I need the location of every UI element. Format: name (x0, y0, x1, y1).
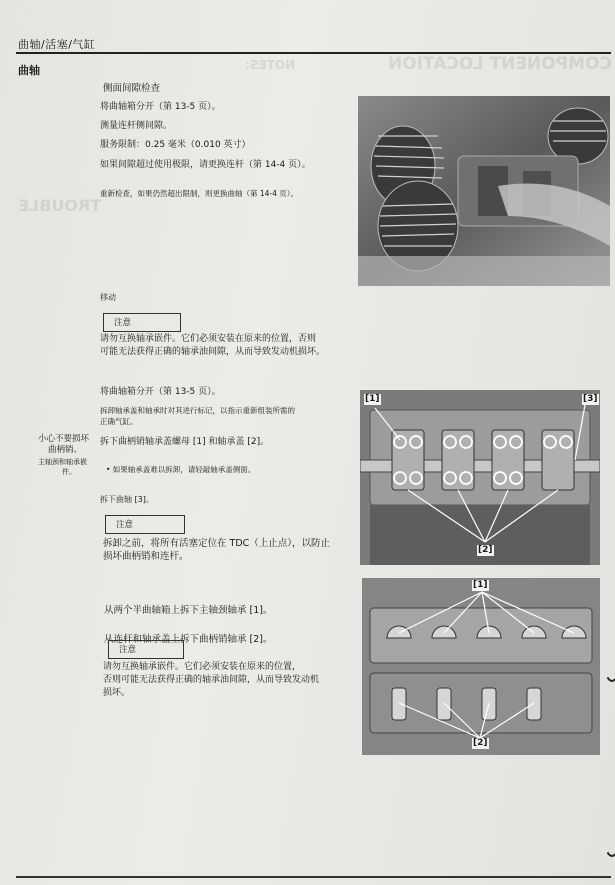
caution-text: 损坏。 (103, 688, 131, 698)
callout-label: [1] (473, 580, 488, 590)
caution-text: 请勿互换轴承嵌件。它们必须安装在原来的位置，否则 (100, 334, 317, 344)
footer-rule (16, 876, 611, 878)
showthrough-text: NOTES: (245, 58, 296, 72)
side-note: 件。 (62, 468, 76, 476)
step-text: 从两个半曲轴箱上拆下主轴颈轴承 [1]。 (104, 605, 273, 616)
step-text: 拆下曲柄销轴承盖螺母 [1] 和轴承盖 [2]。 (100, 437, 270, 447)
step-text: 重新检查，如果仍然超出限制，则更换曲轴（第 14-4 页）。 (100, 189, 299, 198)
caution-text: 请勿互换轴承嵌件。它们必须安装在原来的位置， (103, 662, 302, 672)
removal-heading: 移动 (100, 293, 116, 302)
callout-label: [1] (365, 394, 380, 404)
page-header: 曲轴/活塞/气缸 (18, 38, 96, 51)
caution-text: 否则可能无法获得正确的轴承油间隙，从而导致发动机 (103, 675, 320, 685)
crankshaft-photo (358, 96, 610, 286)
side-note: 小心不要损坏 (38, 434, 90, 444)
service-limit: 服务限制：0.25 毫米（0.010 英寸） (100, 140, 251, 150)
showthrough-text: TROUBLE (18, 196, 102, 215)
tip-text: • 如果轴承盖难以拆卸，请轻敲轴承盖侧面。 (106, 465, 256, 474)
crankcase-photo (360, 390, 600, 565)
step-text: 正确气缸。 (100, 417, 138, 426)
photo-bearing-caps (360, 390, 600, 565)
step-text: 从连杆和轴承盖上拆下曲柄销轴承 [2]。 (104, 634, 273, 645)
caution-box (103, 313, 181, 332)
section-title: 曲轴 (18, 64, 40, 77)
page-edge-mark (603, 815, 615, 857)
step-text: 测量连杆侧间隙。 (100, 121, 173, 131)
caution-label: 注意 (119, 645, 137, 655)
caution-text: 损坏曲柄销和连杆。 (103, 551, 189, 562)
page-edge-mark (603, 640, 615, 682)
crankcase-halves-photo (362, 578, 600, 755)
side-clearance-heading: 侧面间隙检查 (103, 83, 161, 94)
photo-bearings (362, 578, 600, 755)
step-text: 拆卸轴承盖和轴承时对其进行标记，以指示重新组装所需的 (100, 406, 295, 415)
photo-side-clearance (358, 96, 610, 286)
step-text: 将曲轴箱分开（第 13-5 页）。 (100, 387, 221, 397)
caution-text: 可能无法获得正确的轴承油间隙，从而导致发动机损坏。 (100, 347, 326, 357)
caution-label: 注意 (114, 318, 132, 328)
caution-box (108, 640, 184, 659)
step-text: 将曲轴箱分开（第 13-5 页）。 (100, 102, 221, 112)
showthrough-text: COMPONENT LOCATION (388, 54, 612, 74)
caution-text: 拆卸之前，将所有活塞定位在 TDC（上止点），以防止 (103, 538, 331, 549)
header-rule (16, 52, 611, 54)
step-text: 如果间隙超过使用极限，请更换连杆（第 14-4 页）。 (100, 160, 311, 170)
side-note: 曲柄销、 (48, 445, 83, 455)
step-text: 拆下曲轴 [3]。 (100, 495, 154, 504)
caution-label: 注意 (116, 520, 134, 530)
caution-box (105, 515, 185, 534)
callout-label: [2] (473, 738, 488, 748)
callout-label: [3] (583, 394, 598, 404)
side-note: 主轴颈和轴承嵌 (38, 458, 87, 466)
callout-label: [2] (478, 545, 493, 555)
